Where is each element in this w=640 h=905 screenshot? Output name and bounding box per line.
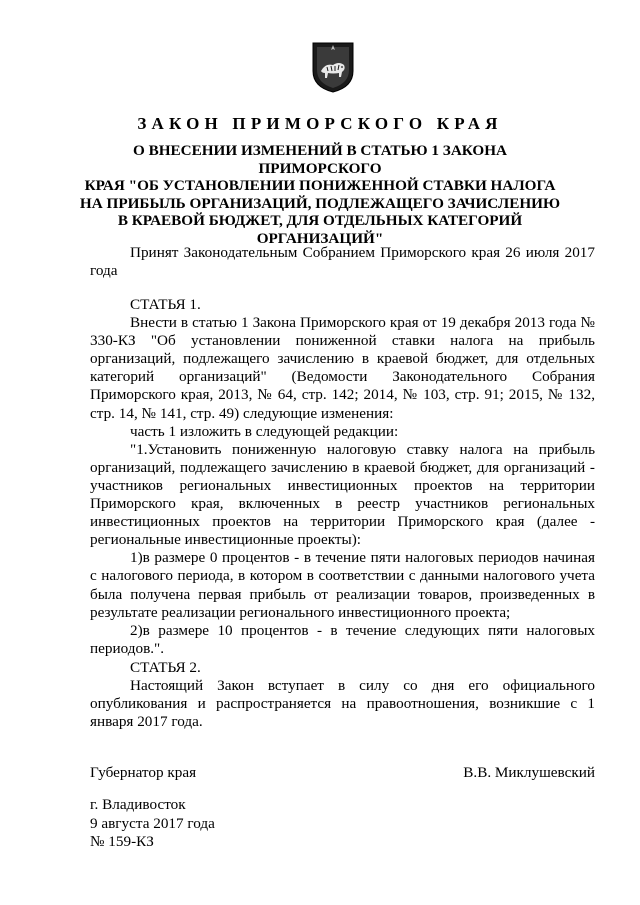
adoption-section — [90, 244, 595, 280]
article-1-item-1: 1)в размере 0 процентов - в течение пяти налоговых периодов начиная с налогового периода, в котором в соответствии с данными налогового учета была получена первая прибыль от реализации товаров, произведенных в результате реализации регионального инвестиционного проекта; — [90, 549, 595, 621]
article-2-text: Настоящий Закон вступает в силу со дня его официального опубликования и распространяется на правоотношения, возникшие с 1 января 2017 года. — [90, 677, 595, 731]
subtitle-line: КРАЯ "ОБ УСТАНОВЛЕНИИ ПОНИЖЕННОЙ СТАВКИ НАЛОГА — [84, 177, 556, 195]
adoption-note: Принят Законодательным Собранием Приморского края 26 июля 2017 года — [90, 244, 595, 280]
law-subtitle — [70, 142, 570, 248]
law-title: ЗАКОН ПРИМОРСКОГО КРАЯ — [137, 114, 503, 133]
coat-of-arms-icon — [311, 41, 355, 93]
subtitle-line: В КРАЕВОЙ БЮДЖЕТ, ДЛЯ ОТДЕЛЬНЫХ КАТЕГОРИЙ — [117, 212, 523, 230]
subtitle-line: ОРГАНИЗАЦИЙ" — [256, 229, 384, 247]
article-1-intro: Внести в статью 1 Закона Приморского края от 19 декабря 2013 года № 330-КЗ "Об установлении пониженной ставки налога на прибыль организаций, подлежащего зачислению в краевой бюджет, для отдельных категорий организаций" (Ведомости Законодательного Собрания Приморского края, 2013, № 64, стр. 142; 2014, № 103, стр. 91; 2015, № 132, стр. 14, № 141, стр. 49) следующие изменения: — [90, 314, 595, 422]
article-1-heading: СТАТЬЯ 1. — [130, 296, 201, 313]
signing-date: 9 августа 2017 года — [90, 814, 215, 832]
law-number: № 159-КЗ — [90, 833, 154, 851]
article-1-item-2: 2)в размере 10 процентов - в течение следующих пяти налоговых периодов.". — [90, 621, 595, 657]
article-2 — [90, 659, 595, 731]
article-1 — [90, 296, 595, 658]
article-1-quote: "1.Установить пониженную налоговую ставку налога на прибыль организаций, подлежащего зачислению в краевой бюджет, для организаций - участников региональных инвестиционных проектов на территории Приморского края, включенных в реестр участников региональных инвестиционных проектов на территории Приморского края (далее - региональные инвестиционные проекты): — [90, 440, 595, 549]
article-2-heading: СТАТЬЯ 2. — [130, 659, 201, 676]
signatory-position: Губернатор края — [90, 764, 197, 781]
place-date-block — [90, 796, 215, 852]
subtitle-line: О ВНЕСЕНИИ ИЗМЕНЕНИЙ В СТАТЬЮ 1 ЗАКОНА ПРИМОРСКОГО — [132, 142, 508, 177]
signature-block — [90, 764, 595, 782]
subtitle-line: НА ПРИБЫЛЬ ОРГАНИЗАЦИЙ, ПОДЛЕЖАЩЕГО ЗАЧИСЛЕНИЮ — [79, 194, 561, 212]
article-1-part: часть 1 изложить в следующей редакции: — [130, 422, 399, 440]
signatory-name: В.В. Миклушевский — [463, 764, 595, 781]
city: г. Владивосток — [90, 796, 186, 813]
